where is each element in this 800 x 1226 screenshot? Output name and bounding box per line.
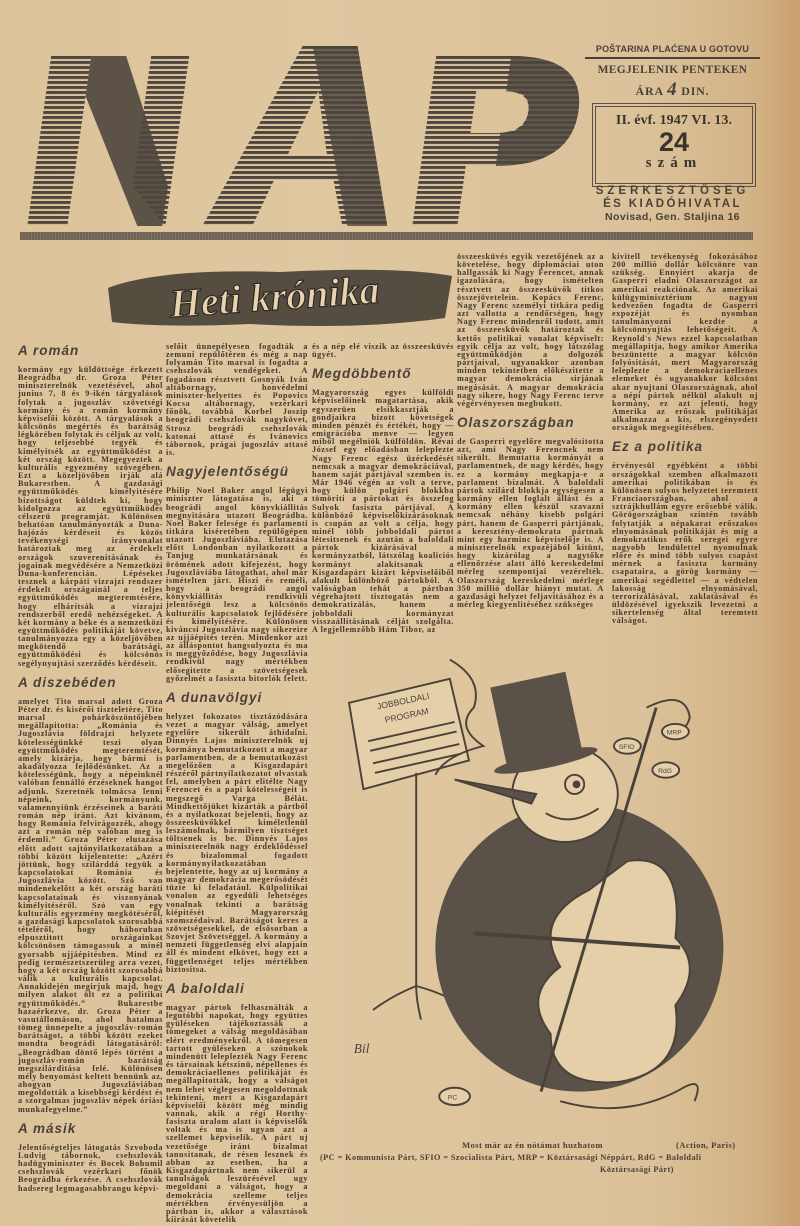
column-2 <box>166 343 308 1226</box>
cartoon-caption: Most már az én nótámat huzhatom <box>462 1140 603 1150</box>
article-heading: Nagyjelentőségü <box>166 464 290 480</box>
logo-letter-p <box>412 56 586 226</box>
peg-label-rdg: RdG <box>658 767 672 775</box>
banner-title: Heti krónika <box>168 266 381 327</box>
article-heading: A baloldali <box>166 980 245 996</box>
price <box>585 80 760 101</box>
article-heading: Olaszországban <box>457 414 575 430</box>
peg-label-mrp: MRP <box>666 729 682 737</box>
publication-schedule: MEGJELENIK PENTEKEN <box>597 64 748 76</box>
nap-logo <box>14 36 589 241</box>
issue-date: II. évf. 1947 VI. 13. <box>615 113 733 128</box>
cartoon-legend-1: (PC = Kommunista Párt, SFIO = Szocialista Párt, MRP = Köztársasági Néppárt, RdG = Baloldali <box>320 1153 702 1162</box>
article-body: összeesküvés egyik vezetőjének az a követelése, hogy diplomáciai uton hallgassák ki Nagy Ferencet, annak igazolására, hogy ismételten résztvett az összeesküvők titkos összejövetelein. Kopács Ferenc, Nagy Ferenc személyi titkára pedig azt vallotta a rendőrségen, hogy Nagy Ferenc mindenről tudott, amit az összeesküvők határoztak és kettős politikai vonalat képviselt: egyik célja az volt, hogy látszólag együttműködjön a dolgozók pártjaival, ugyanakkor azonban minden tekintetben előkészitette a magyar demokrácia sirjának megásását. A magyar demokrácia nagy sikere, hogy Nagy Ferenc terve végérvényesen megbukott. <box>457 252 604 408</box>
issue-box <box>592 103 756 187</box>
postage-notice: POŠTARINA PLAĆENA U GOTOVU <box>585 44 760 59</box>
article-heading: Ez a politika <box>612 439 704 455</box>
column-3 <box>312 343 454 636</box>
office-line-1: SZERKESZTŐSEG <box>595 185 750 197</box>
office-line-2: ÉS KIADÓHIVATAL <box>603 198 742 210</box>
article-body: kormány egy küldöttsége érkezett Beográdba dr. Groza Péter miniszterelnök vezetésével, ahol junius 7, 8 és 9-ikén tárgyalások folytak a jugoszláv szövetségi kormány és a román kormány képviselői között. A tárgyalások a kölcsönös megértés és barátság légkörében folytak és céljuk az volt, hogy teljesebbé tegyék és kimélyitsék az együttműködést a két ország között. Megegyeztek a kulturális egyezmény szövegében. Ezt a közeljövőben irják alá Bukarestben. A gazdasági együttműködés kimélyitésére bizottságot küldtek ki, hogy kidolgozza az együttműködés célszerü programját. Különösen behatóan tanulmányozták a Duna-hajózás kérdéseit és közös tevékenységi irányvonalat határoztak meg az érdekelt országok szuverenitásának és jogainak megvédésére a Nemzetközi Duna-konferencián. Lépéseket tesznek a kárpáti vizrajzi rendszer érdekelt országainál a teljes együttműködés megteremtésére, hogy elhárítsák a vizrajzi rendszerből eredő nehézségeket. A két kormány a béke és a nemzetközi együttműködés politikáját követve, tanulmányozza egy a közeljövőben megkötendő barátsági, együttműködési és kölcsönös segélynyujtási szerződés kérdéseit. <box>18 365 163 668</box>
masthead-rule <box>20 232 753 240</box>
heti-kronika-banner <box>100 258 460 338</box>
price-suffix: DIN. <box>681 84 710 98</box>
column-4 <box>457 253 604 611</box>
article-body: Philip Noel Baker angol légügyi miniszter látogatása is, aki a beográdi angol könyvkiállitás megnyitására utazott Beográdba. Noel Baker felesége és parlamenti titkára kiséretében repülőgépen utazott Jugoszláviába. Elutazása előtt Londonban nyilatkozott a Tanjug munkatársának és örömének adott kifejezést, hogy Jugoszláviába látogathat, ahol már ismételten járt. Hiszi és reméli, hogy a beográdi angol könyvkiállitás rendkivüli jelentőségü lesz a kölcsönös kulturális kapcsolatok fejlődésére és kimélyitésére. Különösen kiváncsi Jugoszlávia nagy sikereire az ujjáépités terén. Mindenkor azt az álláspontot hangsulyozta és ma is meggyőződése, hogy Jugoszlávia rendkivül nagy mértékben elősegitette a szövetségesek győzelmét a fasiszta bitorlók felett. <box>166 486 308 683</box>
office-address: Novisad, Gen. Staljina 16 <box>605 211 740 223</box>
price-value: 4 <box>667 79 678 100</box>
sheet-title-2: PROGRAM <box>383 705 430 725</box>
issue-label: szám <box>645 155 703 171</box>
article-body: érvényesül egyébként a többi országokkal szemben alkalmazott amerikai politikában is és különösen sulyos helyzetet teremtett Franciaországban, ahol a sztrájkhullám egyre erősebbé válik. Görögországban szintén tovább folytatják a népakarat erőszakos elnyomásának politikáját és míg a demokratikus erők seregei egyre nagyobb lendülettel nyomulnak előre és mind több sulyos csapást mérnek a fasiszta kormány csapataira, a görög kormány — amerikai segédlettel — a védtelen lakosság elnyomásával, terrorizálásával, zaklatásával és üldözésével igyekszik levezetni a sikertelenség által teremtett válságot. <box>612 461 758 626</box>
logo-letter-n <box>27 56 189 226</box>
article-heading: A román <box>18 343 80 358</box>
article-body: selőit ünnepélyesen fogadták a zemuni repülőtéren és még a nap folyamán Tito marsal is fogadta a csehszlovák vendégeket. A fogadáson résztvett Gosnyák Iván altábornagy, honvédelmi miniszter-helyettes és Popovics Kocsa altábornagy, vezérkari főnök, továbbá Korbel Joszip beográdi csehszlovák nagykövet, Strosz beográdi csehszlovák katonai attasé és Ivánovics tábornok, prágai jugoszláv attasé is. <box>166 342 308 458</box>
artist-signature: Bil <box>353 1041 370 1057</box>
article-heading: A diszebéden <box>18 674 117 690</box>
article-body: Jelentőségteljes látogatás Szvoboda Ludvig tábornok, csehszlovák hadügyminiszter és Bocek Bohumil csehszlovák vezérkari főnök Beográdba érkezése. A csehszlovák hadsereg legmagasabbrangu képvi- <box>18 1142 163 1193</box>
cartoon-cellist <box>330 650 800 1130</box>
article-body: magyar pártok felhasználták a legutóbbi napokat, hogy együttes gyüléseken tájékoztassák a tömegeket a válság megoldásában elért eredményekről. A tömegesen tartott gyüléseken a szónokok mindenütt leleplezték Nagy Ferenc és társainak kétszinü, népellenes és demokráciaellenes politikáját és megállapitották, hogy a válságot nem lehet véglegesen megoldottnak tekinteni, mert a Kisgazdapárt képviselői között még mindig vannak, akik a régi Horthy-fasiszta uralom alatt is képviselők voltak és ma is ugyan azt a szellemet képviselik. A párt uj vezetősége iránt bizalmat tanusitanak, de résen lesznek és abban az esetben, ha a Kisgazdapártnak nem sikerül a tanulságok leszürésével ugy megoldani a válságot, hogy a demokrácia szelleme teljes mértékben érvényesüljön a pártban is, akkor a választások kiirását követelik <box>166 1002 308 1224</box>
peg-label-sfio: SFIO <box>618 743 635 751</box>
peg-label-pc: PC <box>447 1094 458 1102</box>
article-body: helyzet fokozatos tisztázódására vezet a magyar válság, amelyet egyelőre sikerült áthidalni. Dinnyés Lajos miniszterelnök uj kormánya bemutatkozott a magyar parlamentben, de a bemutatkozást megelőzően a Kisgazdapárt részéről pártnyilatkozatot olvastak fel, amelyben a párt elitélte Nagy Ferencet és a papi kötelességeit is megszegő Varga Bélát. Mindkettőjüket kizárták a pártból és a nyilatkozat bejelenti, hogy az összeesküvőkkel kiméletlenül leszámolnak, bármilyen tisztséget töltsenek is be. Dinnyés Lajos miniszterelnök nagy érdeklődéssel és bizalommal fogadott kormánynyilatkozatában bejelentette, hogy az uj kormány a magyar demokrácia megerősödését tüzte ki feladatául. Külpolitikai vonalon az egyedüli lehetséges vonalnak tekinti a barátság kiépitését Magyarország szomszédaival. Barátságot keres a szövetségesekkel, de elsősorban a Szovjet Szövetséggel. A kormány a nemzeti függetlenség elvi alapjain áll és mindent elkövet, hogy ezt a függetlenséget teljes mértékben biztositsa. <box>166 711 308 974</box>
issue-number: 24 <box>658 127 690 157</box>
cartoon-credit: (Action, Paris) <box>676 1140 736 1150</box>
article-heading: A másik <box>18 1120 77 1136</box>
article-body: de Gasperri egyelőre megvalósitotta azt, ami Nagy Ferencnek nem sikerült. Bemutatta kormányát a parlamentnek, de nagy kérdés, hogy ez a kormány megkapja-e a parlament bizalmát. A baloldali pártok szilárd blokkja egységesen a kormány ellen foglalt állást és a kormány ellen készül szavazni nemcsak néhány kisebb polgári párt, hanem de Gasperri pártjának, a keresztény-demokrata pártnak mint egy harminc képviselője is. A miniszterelnök expozéjából kitünt, hogy kizárólag a nagytőke ellenőrzése alatt álló kereskedelmi mérleg szempontjai vezérelték. Olaszország kereskedelmi mérlege 350 millió dollár hiányt mutat. A gazdasági helyzet feljavitásához és a mérleg kiegyenlitéséhez szükséges <box>457 436 604 610</box>
article-heading: Megdöbbentő <box>312 366 412 382</box>
cartoon-legend-2: Köztársasági Párt) <box>600 1165 674 1174</box>
price-prefix: ÁRA <box>635 84 664 98</box>
article-body: Magyarország egyes külföldi képviselőinek magatartása, akik egyszerüen elsikkasztják a gondjaikra bizott követségek minden pénzét és értékét, hogy — emigrációba menve — legyen miből megélniök külföldön. Révai József egy előadásban leleplezte Nagy Ferenc egész üzérkedését nemcsak a magyar demokráciával, hanem saját pártjával szemben is. Már 1946 végén az volt a terve, hogy külön polgári blokkba tömöriti a pártokat és összefog Sulyok fasiszta pártjával. A különböző képviselőkizárásoknak is csupán az volt a célja, hogy minél több jobboldali pártot létesitsenek és azután a baloldali pártok kizárásával a kormányzatból, látszólag koaliciós kormányt alakitsanak a Kisgazdapárt kizárt képviselőiből alakult különböző pártokból. A valóságban tehát a pártban végrehajtott tisztogatás nem a demokratizálás, hanem a jobboldali kormányzat visszaállitásának célját szolgálta. A legjellemzőbb Hám Tibor, az <box>312 388 454 634</box>
article-body: amelyet Tito marsal adott Groza Péter dr. és kisérői tiszteletére, Tito marsal pohárköszöntőjében megállapitotta: „Románia és Jugoszlávia földrajzi helyzete kötelességünkké teszi olyan együttműködés megteremtését, amely kizárja, hogy bármi is akadályozza fejlődésünket. Az a kötelességünk, hogy a népeinknél valóban fennálló érzéseknek hangot adjunk. Szeretnék tolmácsa lenni népeink, kormányunk, valamennyiünk érzéseinek a baráti román nép iránt. Azt kivánom, hogy Románia felvirágozzék, ahogy azt a román nép valóban meg is érdemli.” Groza Péter elutazása előtt adott sajtónyilatkozatában a többi között kijelentette: „Azért jöttünk, hogy szilárddá tegyük a kapcsolatokat Románia és Jugoszlávia között. Szó van mindenekelőtt a két ország baráti kapcsolatainak és viszonyának kimélyitéséről. Szó van egy kulturális egyezmény megkötéséről, a gazdasági kapcsolatok szorosabbá tételéről, hogy háboruban elpusztitott országainkat kölcsönösen támogassuk a minél gyorsabb ujjáépitésben. Mind ez pedig természetszerüleg arra vezet, hogy a két ország között szorosabbá válik a kulturális kapcsolat. Annakidején megirjuk majd, hogy milyen alakot ölt ez a politikai együttműködés.” Bukarestbe hazaérkezve, dr. Groza Péter a vasutállomáson, ahol hatalmas tömeg ünnepelte a jugoszláv-román barátságot, a többi között ezeket mondta beográdi látogatásáról: „Beográdban döntő lépés történt a jugoszláv-román barátság megszilárditása felé. Különösen mély benyomást keltett bennünk az, ahogyan Jugoszláviában megoldották a kisebbségi kérdést és a szorgalmas jugoszláv népek óriási munkafegyelme.” <box>18 696 163 1114</box>
column-5 <box>612 253 758 628</box>
article-body: és a nép elé viszik az összeesküvés ügyét. <box>312 342 454 360</box>
column-1 <box>18 343 163 1195</box>
article-body: kivitell tevékenység fokozásához 200 millió dollár kölcsönre van szükség. Ennyiért akarja de Gasperri eladni Olaszországot az amerikai reakciónak. Az amerikai külügyminisztérium nagyon kedvezően fogadta de Gasperri expozéját és nyomban tanulmányozni kezdte a kölcsönnyujtás lehetőségeit. A Reynold's News ezzel kapcsolatban megállapitja, hogy amikor Amerika beszüntette a magyar kölcsön folyósitását, mert Magyarország leleplezte a demokráciaellenes elemeket és ugyanakkor kölcsönt akar nyujtani Olaszországnak, ahol a népi pártok nélkül alakult uj kormány, ez azt jelenti, hogy Amerika az erőszak politikáját alkalmazza a kis, elszegényedett országok megsegitésében. <box>612 252 758 433</box>
sheet-title-1: JOBBOLDALI <box>376 690 431 712</box>
logo-letter-a <box>202 46 412 226</box>
article-heading: A dunavölgyi <box>166 689 263 705</box>
